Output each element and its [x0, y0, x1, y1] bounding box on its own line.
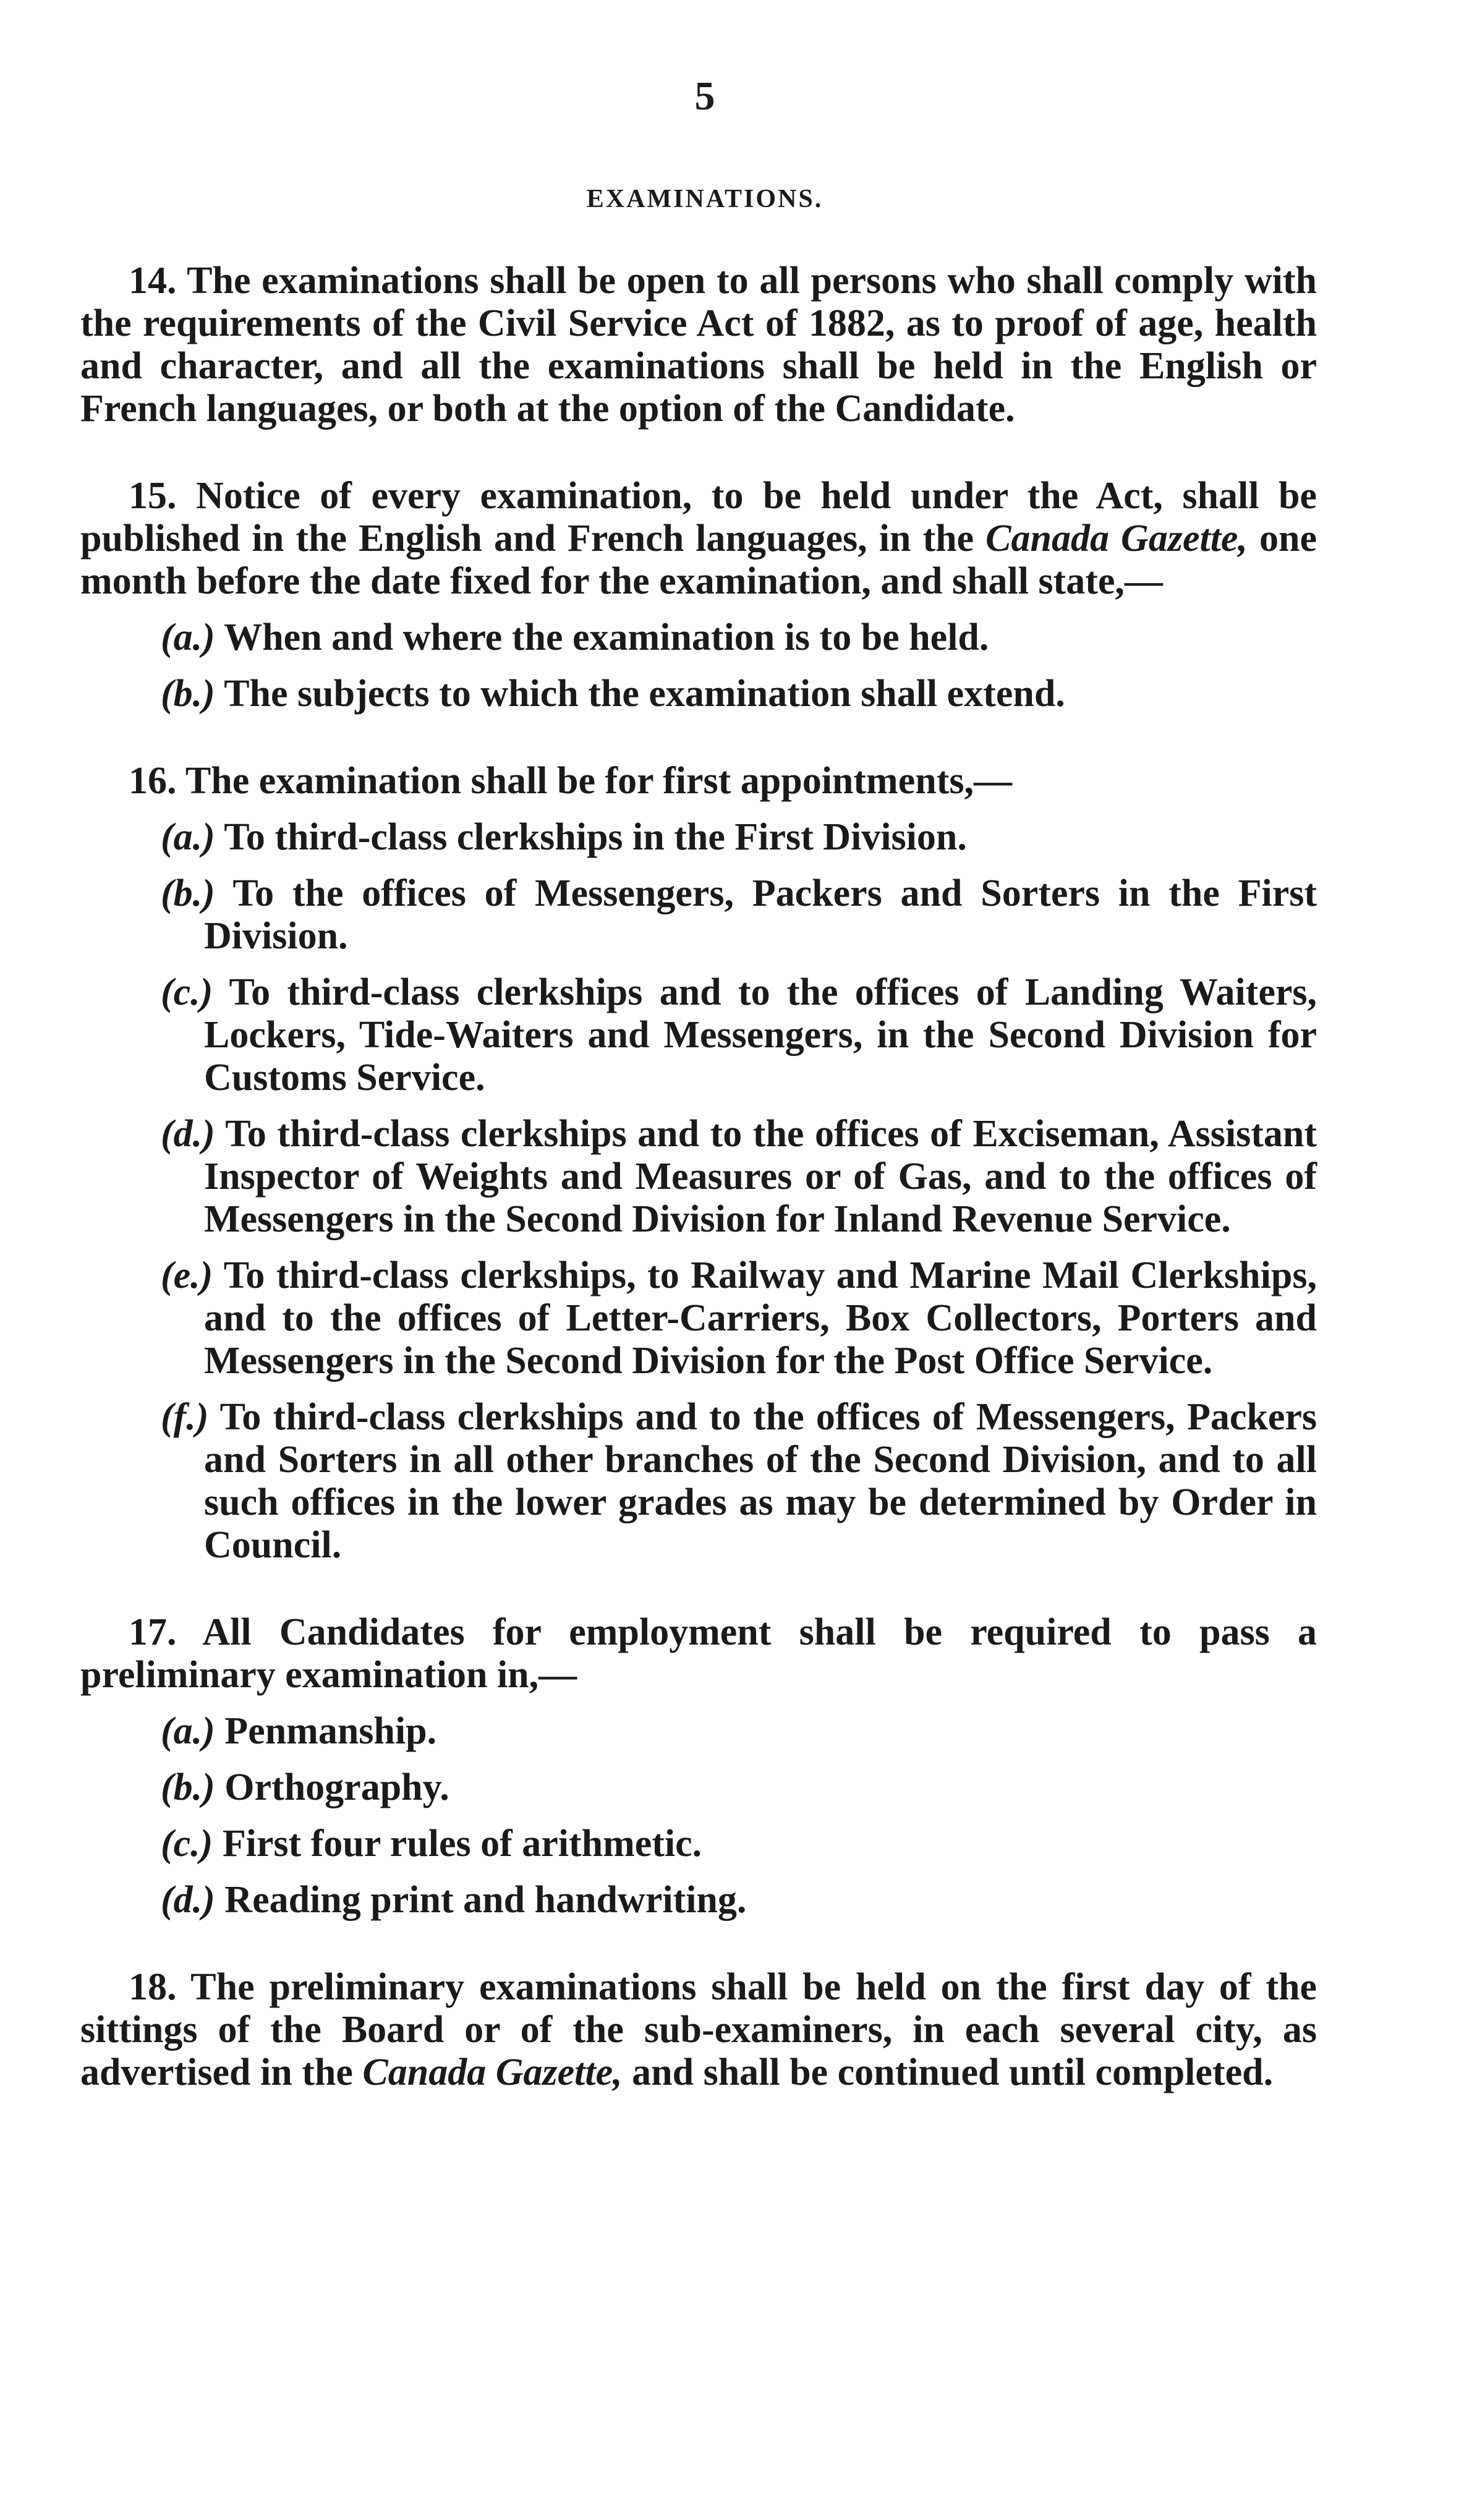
list-item-mark: (a.) [161, 1710, 215, 1752]
paragraph-text: The examination shall be for first appointments,— [185, 760, 1012, 802]
paragraph-text: and shall be continued until completed. [622, 2051, 1274, 2093]
paragraph-16 [80, 760, 1317, 802]
list-item [80, 1710, 1317, 1753]
paragraph-number: 18. [129, 1966, 177, 2008]
list-item-text: To third-class clerkships and to the offices of Exciseman, Assistant Inspector of Weights and Measures or of Gas, and to the offices of Messengers in the Second Division for Inland Revenue Service. [204, 1113, 1317, 1240]
list-item [80, 816, 1317, 859]
list-item-text: Orthography. [224, 1766, 449, 1808]
list-item-text: To third-class clerkships, to Railway and Marine Mail Clerkships, and to the offices of Letter-Carriers, Box Collectors, Porters and Messengers in the Second Division for the Post Office Service. [204, 1254, 1317, 1382]
paragraph-15 [80, 475, 1317, 603]
paragraph-text-italic: Canada Gazette, [362, 2051, 623, 2093]
page-number: 5 [694, 74, 715, 119]
section-heading: EXAMINATIONS. [586, 185, 824, 213]
list-item-mark: (d.) [161, 1113, 215, 1155]
list-item-text: To third-class clerkships and to the offices of Landing Waiters, Lockers, Tide-Waiters and Messengers, in the Second Division for Customs Service. [204, 971, 1317, 1099]
paragraph-17 [80, 1611, 1317, 1696]
list-item-text: When and where the examination is to be held. [224, 616, 989, 658]
paragraph-text-italic: Canada Gazette, [985, 517, 1248, 560]
list-item [80, 673, 1317, 715]
paragraph-text: Notice of every examination, to be held under the Act, shall be published in the English and French languages, in the [80, 475, 1317, 560]
list-item [80, 1396, 1317, 1567]
list-item-text: To third-class clerkships and to the offices of Messengers, Packers and Sorters in all other branches of the Second Division, and to all such offices in the lower grades as may be determined by Order in Council. [204, 1396, 1317, 1566]
paragraph-18 [80, 1966, 1317, 2094]
paragraph-16-list [80, 816, 1317, 1567]
paragraph-number: 14. [129, 260, 177, 302]
list-item-mark: (b.) [161, 673, 215, 715]
list-item-mark: (f.) [161, 1396, 209, 1438]
list-item-mark: (c.) [161, 1823, 213, 1865]
list-item-text: To third-class clerkships in the First Division. [224, 816, 967, 858]
list-item-text: Penmanship. [224, 1710, 437, 1752]
list-item-text: First four rules of arithmetic. [222, 1823, 702, 1865]
paragraph-14 [80, 260, 1317, 430]
paragraph-number: 16. [129, 760, 177, 802]
paragraph-number: 15. [129, 475, 177, 517]
list-item [80, 1766, 1317, 1809]
list-item-text: To the offices of Messengers, Packers and Sorters in the First Division. [204, 872, 1317, 957]
list-item [80, 872, 1317, 958]
list-item-text: The subjects to which the examination shall extend. [224, 673, 1065, 715]
list-item [80, 1879, 1317, 1922]
list-item [80, 1823, 1317, 1865]
paragraph-text: The preliminary examinations shall be held on the first day of the sittings of the Board or of the sub-examiners, in each several city, as advertised in the [80, 1966, 1317, 2093]
list-item-mark: (a.) [161, 816, 215, 858]
list-item-mark: (b.) [161, 1766, 215, 1808]
list-item-mark: (d.) [161, 1879, 215, 1921]
document-body [80, 260, 1317, 2139]
list-item-text: Reading print and handwriting. [224, 1879, 747, 1921]
paragraph-number: 17. [129, 1611, 177, 1653]
paragraph-17-list [80, 1710, 1317, 1922]
list-item-mark: (a.) [161, 616, 215, 658]
list-item-mark: (b.) [161, 872, 215, 914]
list-item [80, 616, 1317, 659]
paragraph-text: The examinations shall be open to all persons who shall comply with the requirements of the Civil Service Act of 1882, as to proof of age, health and character, and all the examinations shall be held in the English or French languages, or both at the option of the Candidate. [80, 260, 1317, 430]
list-item [80, 971, 1317, 1099]
list-item [80, 1254, 1317, 1382]
paragraph-15-list [80, 616, 1317, 715]
paragraph-text: one month before the date fixed for the examination, and shall state,— [80, 517, 1317, 602]
paragraph-text: All Candidates for employment shall be required to pass a preliminary examination in,— [80, 1611, 1317, 1696]
list-item-mark: (c.) [161, 971, 213, 1013]
list-item [80, 1113, 1317, 1241]
list-item-mark: (e.) [161, 1254, 213, 1296]
